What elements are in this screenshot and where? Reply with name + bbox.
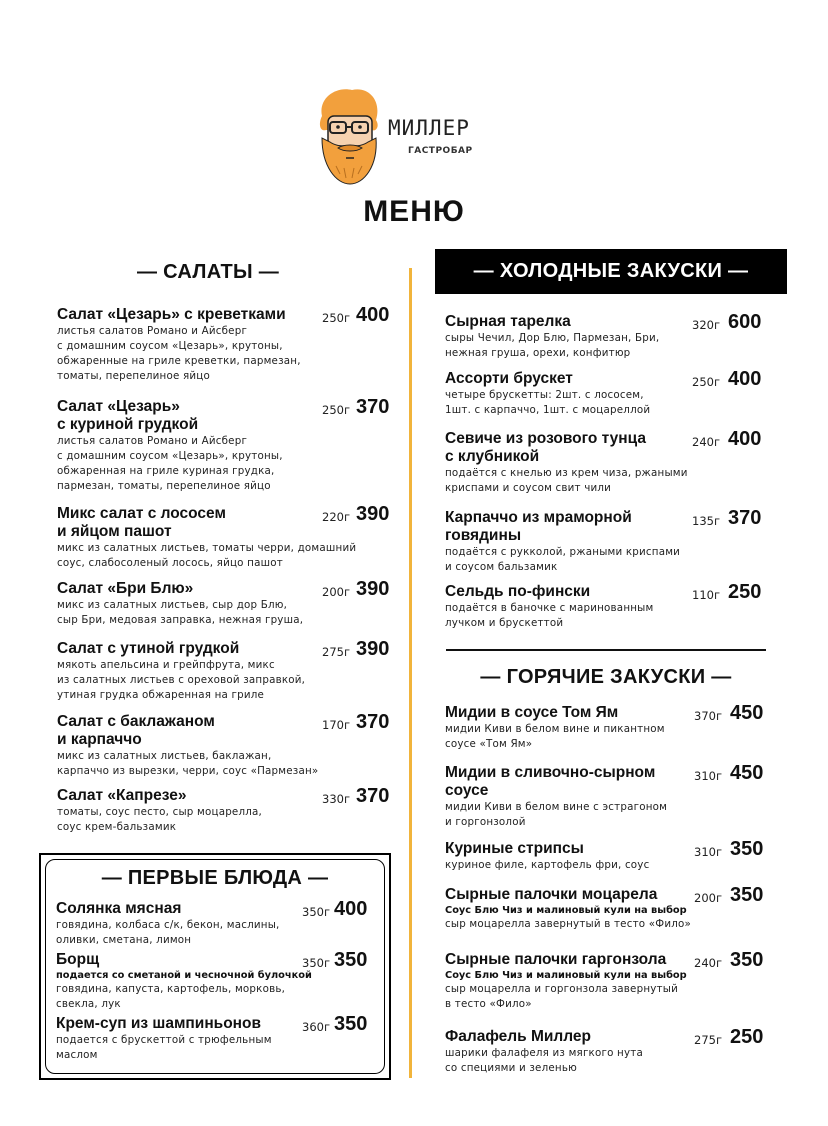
item-description: мидии Киви в белом вине с эстрагоном и горгонзолой (445, 801, 668, 828)
item-price: 390 (356, 578, 390, 600)
brand-logo (316, 86, 496, 186)
item-weight: 250г (322, 311, 350, 325)
item-description: микс из салатных листьев, баклажан, карпаччо из вырезки, черри, соус «Пармезан» (57, 750, 319, 777)
item-name: Сельдь по-фински (445, 583, 591, 600)
section-divider-line (446, 649, 766, 651)
item-weight: 320г (692, 318, 720, 332)
item-description: микс из салатных листьев, сыр дор Блю, сыр Бри, медовая заправка, нежная груша, (57, 599, 304, 626)
item-name: Фалафель Миллер (445, 1028, 591, 1045)
item-weight: 240г (692, 435, 720, 449)
item-price: 350 (730, 838, 764, 860)
item-price: 450 (730, 762, 764, 784)
item-price: 370 (356, 711, 390, 733)
item-description: сыр моцарелла и горгонзола завернутый в тесто «Фило» (445, 983, 678, 1010)
item-weight: 200г (694, 891, 722, 905)
column-divider (409, 268, 412, 1078)
item-weight: 220г (322, 510, 350, 524)
menu-title: МЕНЮ (363, 195, 465, 228)
item-price: 370 (356, 396, 390, 418)
item-description: четыре брускетты: 2шт. с лососем, 1шт. с карпаччо, 1шт. с моцареллой (445, 389, 651, 416)
item-price: 450 (730, 702, 764, 724)
item-weight: 360г (302, 1020, 330, 1034)
item-description: сыры Чечил, Дор Блю, Пармезан, Бри, нежная груша, орехи, конфитюр (445, 332, 660, 359)
item-weight: 275г (694, 1033, 722, 1047)
item-name: Куриные стрипсы (445, 840, 584, 857)
item-name: Солянка мясная (56, 900, 182, 917)
item-weight: 350г (302, 956, 330, 970)
item-name: Ассорти брускет (445, 370, 573, 387)
item-name: Микс салат с лососем и яйцом пашот (57, 505, 226, 540)
item-name: Карпаччо из мраморной говядины (445, 509, 632, 544)
item-weight: 200г (322, 585, 350, 599)
item-price: 400 (728, 368, 762, 390)
hot-starters-heading: — ГОРЯЧИЕ ЗАКУСКИ — (480, 666, 732, 688)
item-price: 400 (356, 304, 390, 326)
item-description: шарики фалафеля из мягкого нута со специями и зеленью (445, 1047, 643, 1074)
item-weight: 310г (694, 845, 722, 859)
item-description: мякоть апельсина и грейпфрута, микс из салатных листьев с ореховой заправкой, утиная грудка обжаренная на гриле (57, 659, 306, 701)
item-name: Сырные палочки гаргонзола (445, 951, 667, 968)
item-name: Сырная тарелка (445, 313, 571, 330)
item-price: 250 (730, 1026, 764, 1048)
item-name: Салат с утиной грудкой (57, 640, 240, 657)
item-weight: 135г (692, 514, 720, 528)
item-description: сыр моцарелла завернутый в тесто «Фило» (445, 918, 691, 930)
item-name: Борщ (56, 951, 100, 968)
item-weight: 310г (694, 769, 722, 783)
item-weight: 250г (322, 403, 350, 417)
item-description: мидии Киви в белом вине и пикантном соусе «Том Ям» (445, 723, 665, 750)
item-serving-note: подается со сметаной и чесночной булочкой (56, 970, 312, 981)
item-weight: 330г (322, 792, 350, 806)
item-serving-note: Соус Блю Чиз и малиновый кули на выбор (445, 905, 687, 916)
brand-name: МИЛЛЕР (388, 116, 470, 140)
item-description: листья салатов Романо и Айсберг с домашним соусом «Цезарь», крутоны, обжаренная на гриле куриная грудка, пармезан, томаты, перепелиное яйцо (57, 435, 283, 492)
first-courses-heading: — ПЕРВЫЕ БЛЮДА — (101, 867, 329, 889)
item-name: Салат «Цезарь» с креветками (57, 306, 286, 323)
item-price: 390 (356, 503, 390, 525)
item-description: говядина, колбаса с/к, бекон, маслины, оливки, сметана, лимон (56, 919, 280, 946)
item-price: 370 (728, 507, 762, 529)
item-name: Сырные палочки моцарела (445, 886, 658, 903)
item-weight: 275г (322, 645, 350, 659)
item-price: 390 (356, 638, 390, 660)
item-description: листья салатов Романо и Айсберг с домашним соусом «Цезарь», крутоны, обжаренные на гриле креветки, пармезан, томаты, перепелиное яйцо (57, 325, 301, 382)
item-name: Мидии в сливочно-сырном соусе (445, 764, 656, 799)
item-price: 350 (730, 884, 764, 906)
item-price: 400 (334, 898, 368, 920)
item-description: подается с бруcкеттой с трюфельным маслом (56, 1034, 272, 1061)
item-description: томаты, соус песто, сыр моцарелла, соус крем-бальзамик (57, 806, 263, 833)
item-name: Салат «Бри Блю» (57, 580, 194, 597)
item-description: куриное филе, картофель фри, соус (445, 859, 650, 871)
item-name: Салат «Цезарь» с куриной грудкой (57, 398, 199, 433)
brand-subtitle: ГАСТРОБАР (408, 146, 473, 156)
item-description: подаётся с рукколой, ржаными криспами и соусом бальзамик (445, 546, 681, 573)
salads-heading: — САЛАТЫ — (136, 261, 280, 283)
cold-starters-heading: — ХОЛОДНЫЕ ЗАКУСКИ — (435, 249, 787, 294)
item-price: 350 (334, 949, 368, 971)
item-price: 400 (728, 428, 762, 450)
item-price: 350 (334, 1013, 368, 1035)
item-name: Севиче из розового тунца с клубникой (445, 430, 646, 465)
item-price: 250 (728, 581, 762, 603)
item-price: 600 (728, 311, 762, 333)
item-weight: 370г (694, 709, 722, 723)
item-description: подаётся с кнелью из крем чиза, ржаными криспами и соусом свит чили (445, 467, 688, 494)
item-serving-note: Соус Блю Чиз и малиновый кули на выбор (445, 970, 687, 981)
item-description: микс из салатных листьев, томаты черри, домашний соус, слабосоленый лосось, яйцо пашот (57, 542, 357, 569)
item-name: Крем-суп из шампиньонов (56, 1015, 262, 1032)
item-description: говядина, капуста, картофель, морковь, свекла, лук (56, 983, 286, 1010)
item-weight: 350г (302, 905, 330, 919)
item-name: Салат «Капрезе» (57, 787, 187, 804)
item-name: Салат с баклажаном и карпаччо (57, 713, 215, 748)
item-weight: 110г (692, 588, 720, 602)
item-weight: 240г (694, 956, 722, 970)
bearded-man-logo-icon (316, 86, 382, 186)
item-price: 370 (356, 785, 390, 807)
item-price: 350 (730, 949, 764, 971)
item-name: Мидии в соусе Том Ям (445, 704, 619, 721)
item-description: подаётся в баночке с маринованным лучком и бруcкеттой (445, 602, 654, 629)
item-weight: 170г (322, 718, 350, 732)
item-weight: 250г (692, 375, 720, 389)
